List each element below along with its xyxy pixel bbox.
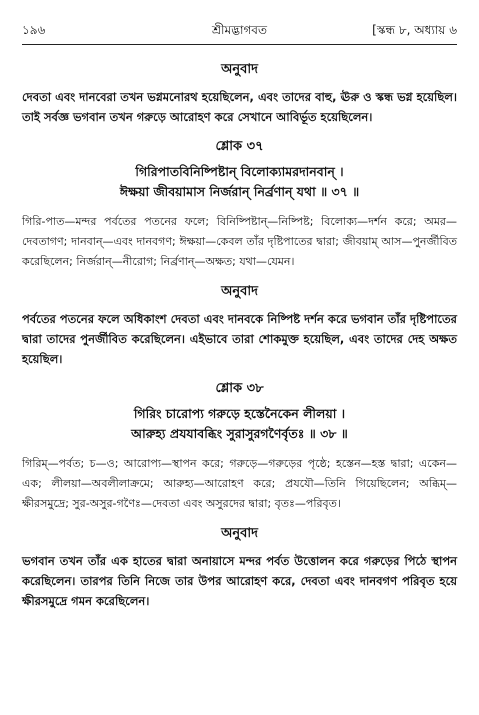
verse-heading: শ্লোক ৩৮	[215, 381, 264, 396]
verse-text	[22, 404, 457, 444]
verse-line: গিরিপাতবিনিষ্পিষ্টান্ বিলোক্যামরদানবান্ ।	[135, 164, 344, 179]
page-content	[22, 60, 457, 621]
verse-heading: শ্লোক ৩৭	[215, 139, 264, 154]
verse-line: আরুহ্য প্রযযাবব্ধিং সুরাসুরগণৈর্বৃতঃ ॥ ৩৮ ॥	[131, 426, 348, 441]
synonyms-text: গিরিম্—পর্বত; চ—ও; আরোপ্য—স্থাপন করে; গরুড়ে—গরুড়ের পৃষ্ঠে; হস্তেন—হস্ত দ্বারা; একেন—এক; লীলয়া—অবলীলাক্রমে; আরুহ্য—আরোহণ করে; প্রযযৌ—তিনি গিয়েছিলেন; অব্ধিম্—ক্ষীরসমুদ্রে; সুর-অসুর-গণৈঃ—দেবতা এবং অসুরদের দ্বারা; বৃতঃ—পরিবৃত।	[22, 457, 457, 510]
translation-heading: অনুবাদ	[221, 62, 258, 77]
translation-heading: অনুবাদ	[221, 526, 258, 541]
synonyms-text: গিরি-পাত—মন্দর পর্বতের পতনের ফলে; বিনিষ্পিষ্টান্—নিষ্পিষ্ট; বিলোক্য—দর্শন করে; অমর—দেবতাগণ; দানবান্—এবং দানবগণ; ঈক্ষয়া—কেবল তাঁর দৃষ্টিপাতের দ্বারা; জীবয়াম্ আস—পুনর্জীবিত করেছিলেন; নির্জরান্—নীরোগ; নির্ব্রণান্—অক্ষত; যথা—যেমন।	[22, 215, 457, 268]
translation-heading: অনুবাদ	[221, 284, 258, 299]
verse-line: গিরিং চারোপ্য গরুড়ে হস্তেনৈকেন লীলয়া ।	[133, 406, 346, 421]
page-number: ১৯৬	[22, 23, 46, 37]
translation-text: ভগবান তখন তাঁর এক হাতের দ্বারা অনায়াসে মন্দর পর্বত উত্তোলন করে গরুড়ের পিঠে স্থাপন করেছিলেন। তারপর তিনি নিজে তার উপর আরোহণ করে, দেবতা এবং দানবগণ পরিবৃত হয়ে ক্ষীরসমুদ্রে গমন করেছিলেন।	[22, 554, 457, 608]
translation-text: পর্বতের পতনের ফলে অধিকাংশ দেবতা এবং দানবকে নিষ্পিষ্ট দর্শন করে ভগবান তাঁর দৃষ্টিপাতের দ্বারা তাদের পুনর্জীবিত করেছিলেন। এইভাবে তারা শোকমুক্ত হয়েছিল, এবং তাদের দেহ অক্ষত হয়েছিল।	[22, 312, 457, 366]
verse-text	[22, 162, 457, 202]
header-divider	[22, 44, 457, 45]
chapter-reference: [স্কন্ধ ৮, অধ্যায় ৬	[372, 23, 457, 37]
book-title: শ্রীমদ্ভাগবত	[211, 23, 267, 37]
translation-text: দেবতা এবং দানবেরা তখন ভগ্নমনোরথ হয়েছিলেন, এবং তাদের বাহু, ঊরু ও স্কন্ধ ভগ্ন হয়েছিল। তাই সর্বজ্ঞ ভগবান তখন গরুড়ে আরোহণ করে সেখানে আবির্ভূত হয়েছিলেন।	[22, 90, 457, 124]
page-header	[22, 22, 457, 42]
verse-line: ঈক্ষয়া জীবয়ামাস নির্জরান্ নির্ব্রণান্ যথা ॥ ৩৭ ॥	[119, 184, 360, 199]
